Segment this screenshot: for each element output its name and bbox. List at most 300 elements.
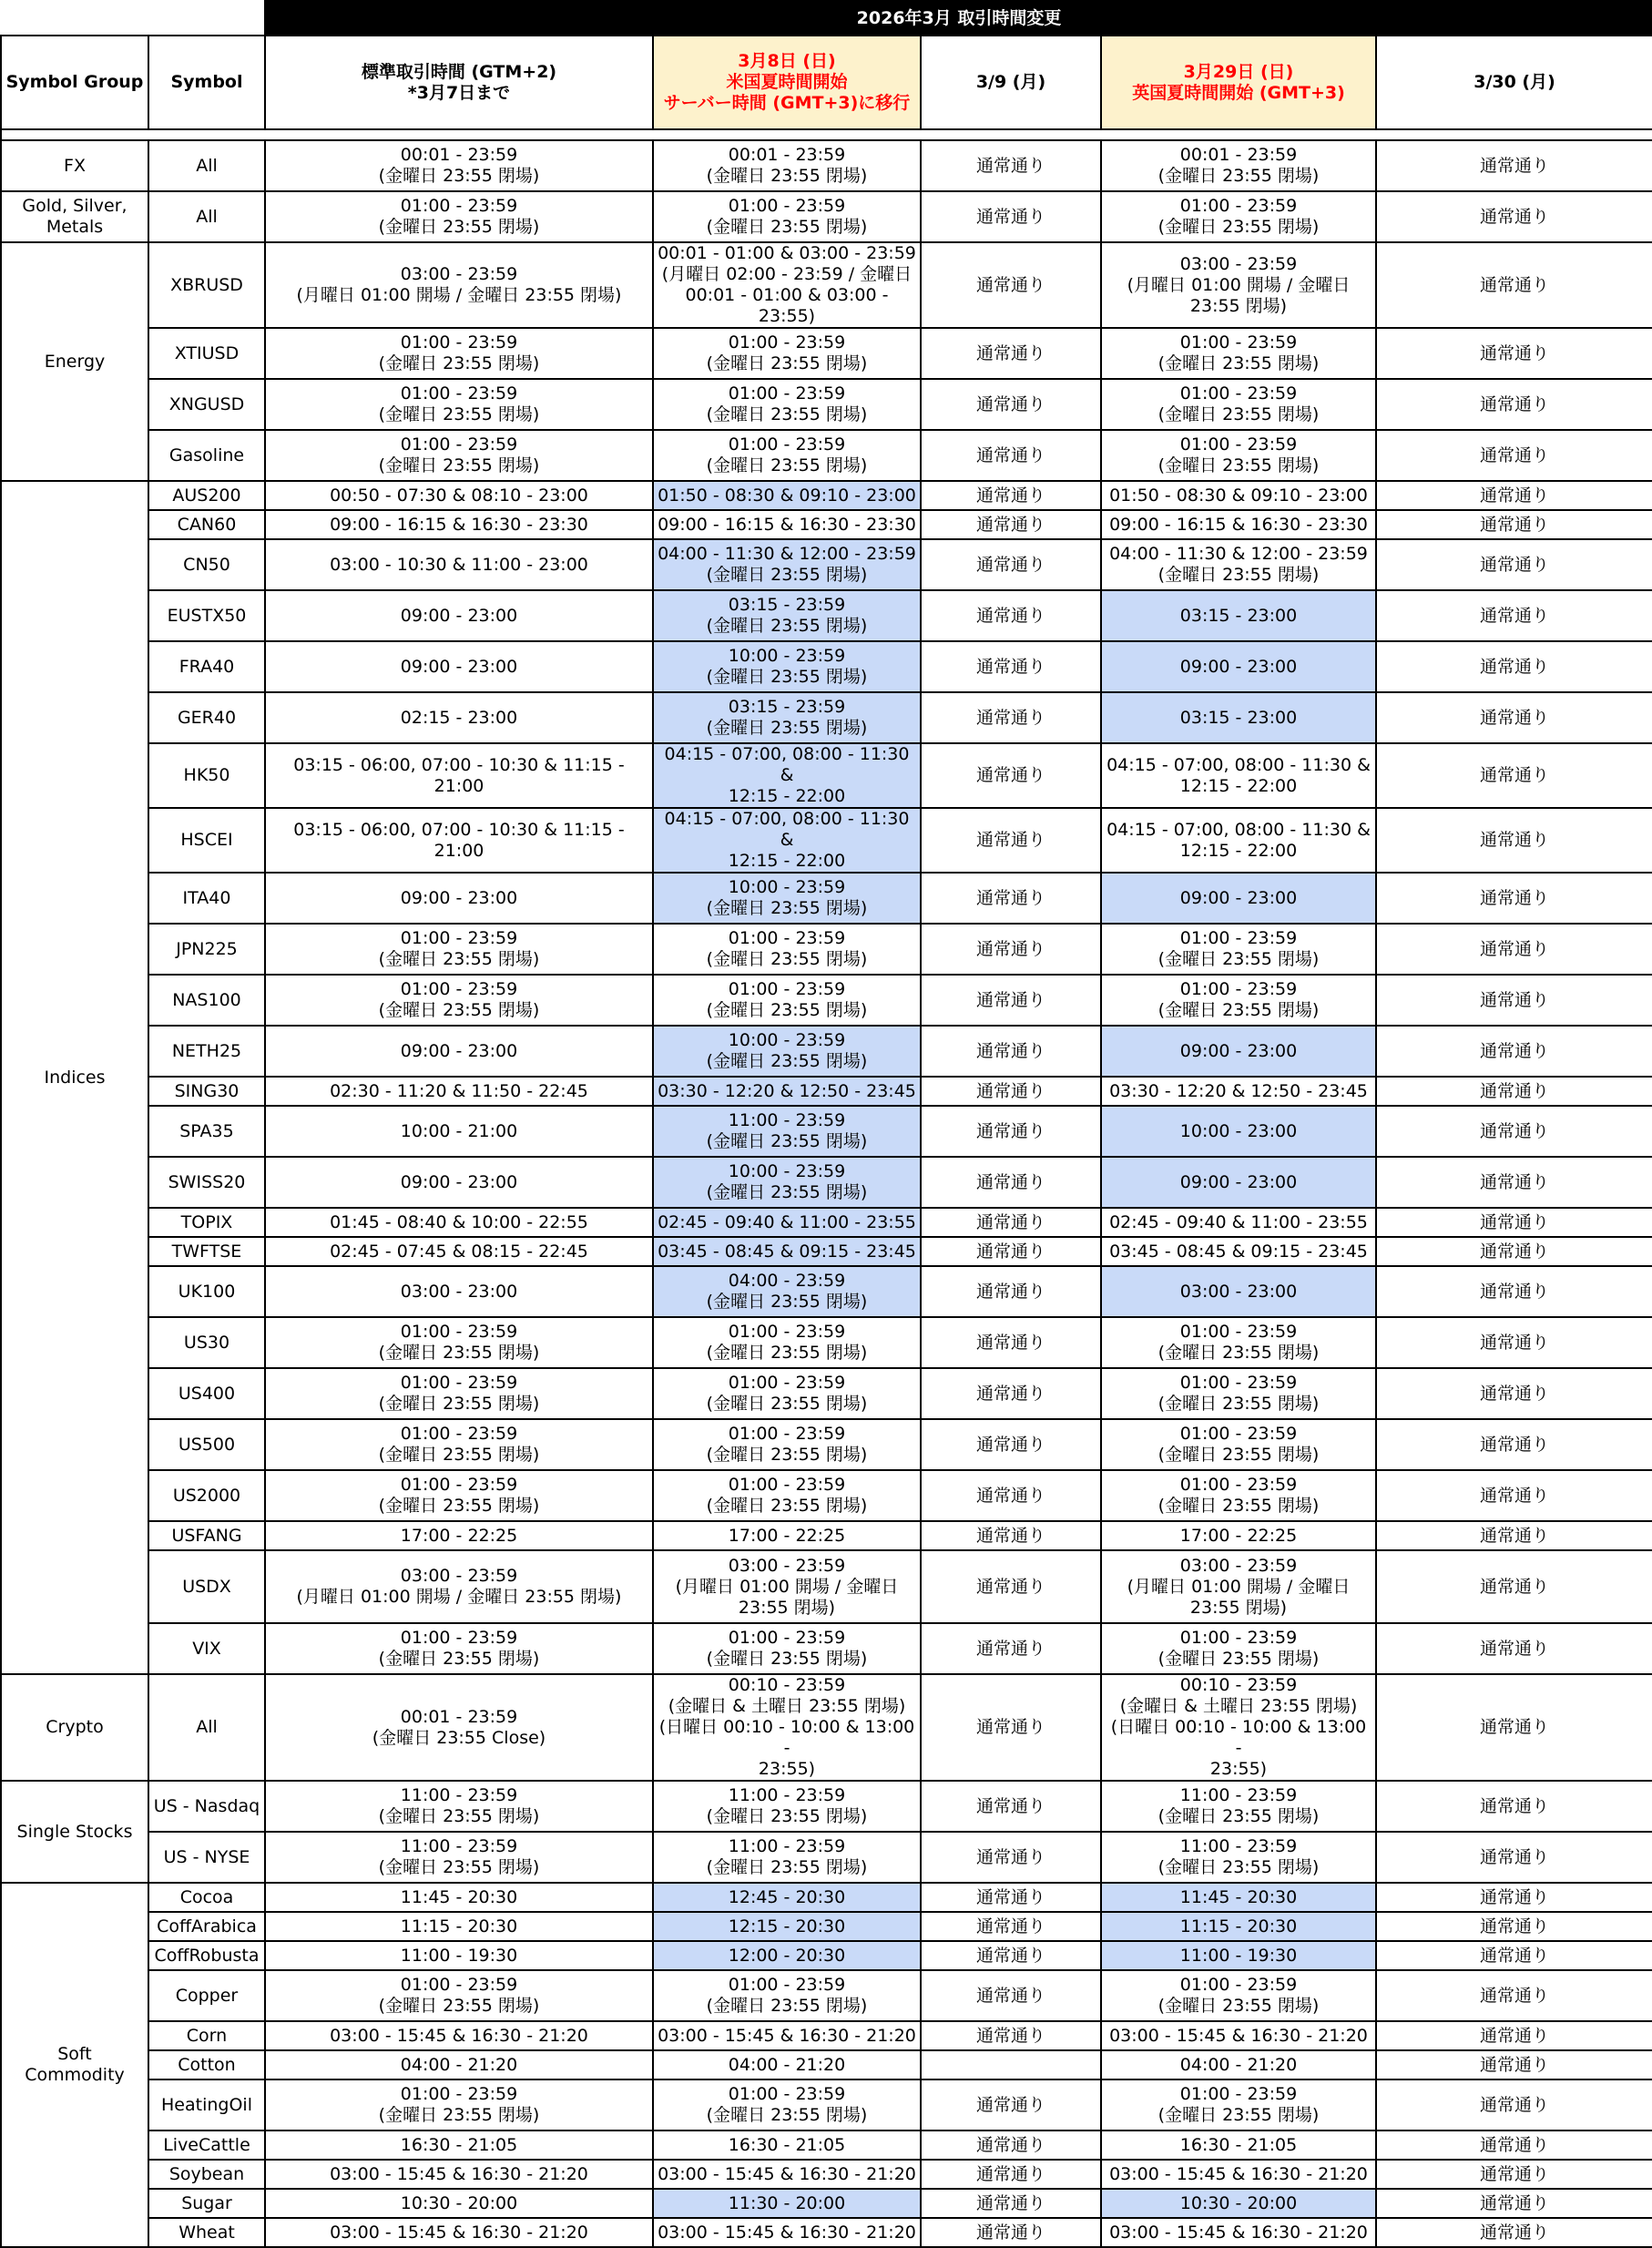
mar8-hours-cell-line: 01:00 - 23:59 (728, 928, 846, 948)
mar29-hours-cell (1101, 2160, 1376, 2189)
symbol-cell: All (148, 191, 265, 242)
mar8-hours-cell (653, 873, 921, 924)
mar30-status-cell: 通常通り (1376, 1550, 1652, 1623)
mar29-hours-cell-line: 01:00 - 23:59 (1179, 1373, 1298, 1393)
standard-hours-cell-line: 03:15 - 06:00, 07:00 - 10:30 & 11:15 - 21:00 (293, 819, 625, 861)
standard-hours-cell (265, 2079, 653, 2130)
table-row (1, 1368, 1652, 1419)
table-row (1, 2218, 1652, 2247)
mar30-status-cell: 通常通り (1376, 379, 1652, 430)
mar8-hours-cell-line: 12:15 - 22:00 (728, 786, 846, 806)
standard-hours-cell-line: 11:00 - 23:59 (400, 1836, 518, 1856)
mar9-status-cell: 通常通り (921, 590, 1101, 641)
mar8-hours-cell-line: (金曜日 23:55 閉場) (706, 1857, 868, 1877)
symbol-group-cell-line: Single Stocks (16, 1821, 133, 1842)
mar9-status-cell: 通常通り (921, 430, 1101, 481)
mar29-hours-cell (1101, 2130, 1376, 2160)
symbol-group-cell (1, 1781, 148, 1883)
table-row (1, 808, 1652, 873)
standard-hours-cell (265, 2050, 653, 2079)
standard-hours-cell (265, 379, 653, 430)
standard-hours-cell-line: 03:00 - 23:59 (400, 264, 518, 284)
mar30-status-cell: 通常通り (1376, 481, 1652, 510)
mar29-hours-cell (1101, 1317, 1376, 1368)
standard-hours-cell (265, 743, 653, 808)
mar8-hours-cell-line: (金曜日 23:55 閉場) (706, 718, 868, 738)
table-row (1, 1106, 1652, 1157)
mar9-status-cell: 通常通り (921, 808, 1101, 873)
mar29-hours-cell (1101, 641, 1376, 692)
mar29-hours-cell (1101, 2050, 1376, 2079)
mar29-hours-cell (1101, 2218, 1376, 2247)
mar9-status-cell: 通常通り (921, 2160, 1101, 2189)
table-row (1, 481, 1652, 510)
mar29-hours-cell-line: (金曜日 23:55 閉場) (1157, 1649, 1320, 1669)
mar8-hours-cell-line: 12:45 - 20:30 (728, 1886, 846, 1907)
mar9-status-cell: 通常通り (921, 1970, 1101, 2021)
table-row (1, 1912, 1652, 1941)
mar30-status-cell: 通常通り (1376, 1521, 1652, 1550)
symbol-cell: SWISS20 (148, 1157, 265, 1208)
standard-hours-cell (265, 2021, 653, 2050)
mar8-hours-cell-line: (金曜日 23:55 閉場) (706, 949, 868, 969)
symbol-cell: US400 (148, 1368, 265, 1419)
mar8-hours-cell-line: 04:00 - 11:30 & 12:00 - 23:59 (658, 544, 916, 564)
mar29-hours-cell-line: (金曜日 23:55 閉場) (1157, 2105, 1320, 2125)
mar8-hours-cell (653, 2218, 921, 2247)
table-row (1, 510, 1652, 539)
mar9-status-cell: 通常通り (921, 1266, 1101, 1317)
table-row (1, 1521, 1652, 1550)
mar8-hours-cell-line: 00:10 - 23:59 (728, 1675, 846, 1695)
symbol-cell: Gasoline (148, 430, 265, 481)
mar9-status-cell: 通常通り (921, 1941, 1101, 1970)
mar8-hours-cell-line: (金曜日 23:55 閉場) (706, 2105, 868, 2125)
mar8-hours-cell-line: (金曜日 23:55 閉場) (706, 404, 868, 424)
symbol-group-cell-line: Gold, Silver, (22, 196, 127, 216)
mar29-hours-cell-line: 09:00 - 23:00 (1179, 1040, 1298, 1061)
mar8-hours-cell-line: (金曜日 23:55 閉場) (706, 1131, 868, 1151)
standard-hours-cell (265, 2130, 653, 2160)
mar8-hours-cell-line: 01:00 - 23:59 (728, 1373, 846, 1393)
mar29-hours-cell-line: 02:45 - 09:40 & 11:00 - 23:55 (1109, 1211, 1368, 1232)
standard-hours-cell (265, 1077, 653, 1106)
mar29-hours-cell-line: 12:15 - 22:00 (1179, 775, 1298, 796)
mar29-hours-cell (1101, 1368, 1376, 1419)
mar30-status-cell: 通常通り (1376, 1832, 1652, 1883)
standard-hours-cell (265, 873, 653, 924)
mar29-hours-cell-line: 03:15 - 23:00 (1179, 605, 1298, 626)
mar9-status-cell: 通常通り (921, 328, 1101, 379)
table-row (1, 1623, 1652, 1674)
mar29-hours-cell-line: 01:00 - 23:59 (1179, 2084, 1298, 2104)
header-mar8-line: 米国夏時間開始 (726, 72, 848, 92)
table-row (1, 975, 1652, 1026)
mar8-hours-cell-line: 01:00 - 23:59 (728, 383, 846, 404)
mar29-hours-cell-line: (金曜日 23:55 閉場) (1157, 565, 1320, 585)
mar29-hours-cell-line: 09:00 - 23:00 (1179, 656, 1298, 677)
mar30-status-cell: 通常通り (1376, 242, 1652, 328)
mar9-status-cell: 通常通り (921, 1419, 1101, 1470)
standard-hours-cell-line: 01:00 - 23:59 (400, 1475, 518, 1495)
symbol-cell: CoffRobusta (148, 1941, 265, 1970)
standard-hours-cell (265, 1623, 653, 1674)
standard-hours-cell-line: 03:00 - 10:30 & 11:00 - 23:00 (330, 554, 588, 575)
mar8-hours-cell (653, 2079, 921, 2130)
mar29-hours-cell-line: (金曜日 23:55 閉場) (1157, 1857, 1320, 1877)
mar29-hours-cell-line: 01:00 - 23:59 (1179, 196, 1298, 216)
standard-hours-cell (265, 328, 653, 379)
standard-hours-cell (265, 1026, 653, 1077)
mar29-hours-cell (1101, 2189, 1376, 2218)
mar29-hours-cell-line: 03:00 - 23:59 (1179, 1555, 1298, 1576)
mar8-hours-cell (653, 1623, 921, 1674)
standard-hours-cell-line: 01:00 - 23:59 (400, 196, 518, 216)
table-row (1, 539, 1652, 590)
symbol-cell: US30 (148, 1317, 265, 1368)
mar8-hours-cell-line: (金曜日 23:55 閉場) (706, 667, 868, 687)
symbol-cell: USFANG (148, 1521, 265, 1550)
mar29-hours-cell-line: (金曜日 23:55 閉場) (1157, 1000, 1320, 1020)
header-mar8-line: サーバー時間 (GMT+3)に移行 (663, 93, 911, 113)
symbol-cell: XBRUSD (148, 242, 265, 328)
mar8-hours-cell (653, 808, 921, 873)
table-row (1, 692, 1652, 743)
symbol-cell: Corn (148, 2021, 265, 2050)
standard-hours-cell-line: (金曜日 23:55 閉場) (378, 1996, 540, 2016)
table-row (1, 743, 1652, 808)
mar29-hours-cell-line: 03:30 - 12:20 & 12:50 - 23:45 (1109, 1080, 1368, 1101)
mar8-hours-cell-line: 01:00 - 23:59 (728, 196, 846, 216)
mar29-hours-cell-line: (月曜日 01:00 開場 / 金曜日 (1127, 1576, 1351, 1597)
mar30-status-cell: 通常通り (1376, 924, 1652, 975)
mar29-hours-cell-line: 01:00 - 23:59 (1179, 1628, 1298, 1648)
standard-hours-cell-line: 09:00 - 23:00 (400, 605, 518, 626)
mar30-status-cell: 通常通り (1376, 1237, 1652, 1266)
mar8-hours-cell-line: (金曜日 23:55 閉場) (706, 166, 868, 186)
standard-hours-cell (265, 1266, 653, 1317)
mar8-hours-cell (653, 1419, 921, 1470)
mar8-hours-cell-line: (金曜日 23:55 閉場) (706, 455, 868, 475)
table-row (1, 641, 1652, 692)
mar8-hours-cell-line: 03:45 - 08:45 & 09:15 - 23:45 (658, 1241, 916, 1262)
symbol-cell: USDX (148, 1550, 265, 1623)
standard-hours-cell (265, 2189, 653, 2218)
mar29-hours-cell (1101, 1237, 1376, 1266)
standard-hours-cell-line: 02:15 - 23:00 (400, 707, 518, 728)
mar8-hours-cell-line: 03:00 - 23:59 (728, 1555, 846, 1576)
table-row (1, 1077, 1652, 1106)
mar8-hours-cell-line: 11:00 - 23:59 (728, 1110, 846, 1130)
table-row (1, 2160, 1652, 2189)
mar9-status-cell: 通常通り (921, 873, 1101, 924)
symbol-group-cell-line: Soft Commodity (25, 2044, 125, 2085)
standard-hours-cell (265, 1317, 653, 1368)
symbol-cell: LiveCattle (148, 2130, 265, 2160)
table-row (1, 1237, 1652, 1266)
mar9-status-cell: 通常通り (921, 692, 1101, 743)
mar29-hours-cell-line: 00:01 - 23:59 (1179, 145, 1298, 165)
symbol-cell: US - NYSE (148, 1832, 265, 1883)
standard-hours-cell (265, 1521, 653, 1550)
mar8-hours-cell-line: (金曜日 23:55 閉場) (706, 1445, 868, 1465)
standard-hours-cell-line: 10:00 - 21:00 (400, 1120, 518, 1141)
mar8-hours-cell-line: 12:15 - 22:00 (728, 851, 846, 871)
standard-hours-cell-line: 01:45 - 08:40 & 10:00 - 22:55 (330, 1211, 588, 1232)
mar8-hours-cell (653, 1912, 921, 1941)
mar9-status-cell: 通常通り (921, 481, 1101, 510)
mar29-hours-cell-line: 11:45 - 20:30 (1179, 1886, 1298, 1907)
mar30-status-cell: 通常通り (1376, 1368, 1652, 1419)
table-row (1, 924, 1652, 975)
mar29-hours-cell-line: 01:00 - 23:59 (1179, 1975, 1298, 1995)
symbol-cell: CoffArabica (148, 1912, 265, 1941)
standard-hours-cell-line: (金曜日 23:55 閉場) (378, 1649, 540, 1669)
standard-hours-cell-line: 09:00 - 23:00 (400, 1040, 518, 1061)
mar29-hours-cell (1101, 140, 1376, 191)
mar8-hours-cell-line: 04:15 - 07:00, 08:00 - 11:30 & (664, 744, 910, 785)
mar30-status-cell: 通常通り (1376, 2189, 1652, 2218)
symbol-cell: NAS100 (148, 975, 265, 1026)
standard-hours-cell-line: 17:00 - 22:25 (400, 1525, 518, 1546)
mar8-hours-cell (653, 1521, 921, 1550)
table-row (1, 242, 1652, 328)
mar29-hours-cell-line: 10:00 - 23:00 (1179, 1120, 1298, 1141)
symbol-cell: TOPIX (148, 1208, 265, 1237)
standard-hours-cell-line: 11:00 - 23:59 (400, 1785, 518, 1805)
mar30-status-cell: 通常通り (1376, 1106, 1652, 1157)
mar8-hours-cell-line: 04:00 - 21:20 (728, 2054, 846, 2075)
mar8-hours-cell-line: (金曜日 23:55 閉場) (706, 217, 868, 237)
mar29-hours-cell-line: 16:30 - 21:05 (1179, 2134, 1298, 2155)
mar8-hours-cell-line: (金曜日 23:55 閉場) (706, 1343, 868, 1363)
mar30-status-cell: 通常通り (1376, 1941, 1652, 1970)
symbol-group-cell (1, 140, 148, 191)
mar29-hours-cell-line: (金曜日 23:55 閉場) (1157, 217, 1320, 237)
standard-hours-cell-line: (金曜日 23:55 閉場) (378, 455, 540, 475)
mar29-hours-cell (1101, 590, 1376, 641)
mar9-status-cell: 通常通り (921, 1237, 1101, 1266)
mar8-hours-cell (653, 2189, 921, 2218)
mar8-hours-cell-line: 03:00 - 15:45 & 16:30 - 21:20 (658, 2222, 916, 2243)
standard-hours-cell-line: (金曜日 23:55 閉場) (378, 1445, 540, 1465)
standard-hours-cell-line: (金曜日 23:55 Close) (372, 1727, 546, 1748)
mar29-hours-cell-line: 01:00 - 23:59 (1179, 979, 1298, 999)
mar9-status-cell: 通常通り (921, 1521, 1101, 1550)
mar30-status-cell: 通常通り (1376, 2218, 1652, 2247)
table-row (1, 2079, 1652, 2130)
standard-hours-cell (265, 1970, 653, 2021)
mar29-hours-cell (1101, 1623, 1376, 1674)
mar29-hours-cell (1101, 1106, 1376, 1157)
symbol-group-cell-line: Energy (44, 351, 106, 372)
mar29-hours-cell-line: 11:00 - 23:59 (1179, 1785, 1298, 1805)
standard-hours-cell-line: (金曜日 23:55 閉場) (378, 1806, 540, 1826)
mar9-status-cell: 通常通り (921, 191, 1101, 242)
standard-hours-cell (265, 1106, 653, 1157)
table-row (1, 1208, 1652, 1237)
standard-hours-cell-line: 01:00 - 23:59 (400, 979, 518, 999)
standard-hours-cell-line: 11:15 - 20:30 (400, 1916, 518, 1936)
mar8-hours-cell (653, 1317, 921, 1368)
table-row (1, 1781, 1652, 1832)
standard-hours-cell-line: 10:30 - 20:00 (400, 2192, 518, 2213)
symbol-cell: Soybean (148, 2160, 265, 2189)
mar29-hours-cell (1101, 1832, 1376, 1883)
mar30-status-cell: 通常通り (1376, 808, 1652, 873)
mar29-hours-cell-line: 03:00 - 15:45 & 16:30 - 21:20 (1109, 2025, 1368, 2046)
symbol-cell: AUS200 (148, 481, 265, 510)
mar29-hours-cell-line: 17:00 - 22:25 (1179, 1525, 1298, 1546)
mar8-hours-cell-line: 03:15 - 23:59 (728, 697, 846, 717)
standard-hours-cell-line: (金曜日 23:55 閉場) (378, 1496, 540, 1516)
mar9-status-cell: 通常通り (921, 1781, 1101, 1832)
mar9-status-cell: 通常通り (921, 1832, 1101, 1883)
symbol-cell: XTIUSD (148, 328, 265, 379)
mar29-hours-cell-line: (金曜日 23:55 閉場) (1157, 1496, 1320, 1516)
mar29-hours-cell-line: 09:00 - 16:15 & 16:30 - 23:30 (1109, 514, 1368, 535)
mar29-hours-cell-line: 11:00 - 19:30 (1179, 1945, 1298, 1966)
mar29-hours-cell-line: (金曜日 23:55 閉場) (1157, 1394, 1320, 1414)
mar8-hours-cell (653, 1237, 921, 1266)
mar8-hours-cell (653, 975, 921, 1026)
standard-hours-cell (265, 539, 653, 590)
mar30-status-cell: 通常通り (1376, 430, 1652, 481)
mar29-hours-cell-line: 01:00 - 23:59 (1179, 1475, 1298, 1495)
mar29-hours-cell-line: (金曜日 23:55 閉場) (1157, 949, 1320, 969)
mar29-hours-cell-line: 01:00 - 23:59 (1179, 434, 1298, 455)
mar30-status-cell: 通常通り (1376, 1970, 1652, 2021)
symbol-cell: All (148, 140, 265, 191)
symbol-cell: Cotton (148, 2050, 265, 2079)
mar29-hours-cell-line: 03:15 - 23:00 (1179, 707, 1298, 728)
standard-hours-cell (265, 1550, 653, 1623)
symbol-group-cell-line: Crypto (46, 1717, 104, 1737)
mar9-status-cell: 通常通り (921, 975, 1101, 1026)
mar8-hours-cell-line: 00:01 - 23:59 (728, 145, 846, 165)
table-row (1, 1883, 1652, 1912)
mar8-hours-cell-line: (月曜日 01:00 開場 / 金曜日 (675, 1576, 899, 1597)
mar30-status-cell: 通常通り (1376, 1077, 1652, 1106)
mar9-status-cell: 通常通り (921, 1674, 1101, 1781)
symbol-cell: SING30 (148, 1077, 265, 1106)
symbol-cell: VIX (148, 1623, 265, 1674)
standard-hours-cell (265, 430, 653, 481)
mar29-hours-cell (1101, 1521, 1376, 1550)
mar29-hours-cell (1101, 510, 1376, 539)
mar30-status-cell: 通常通り (1376, 743, 1652, 808)
mar29-hours-cell (1101, 379, 1376, 430)
mar8-hours-cell-line: 02:45 - 09:40 & 11:00 - 23:55 (658, 1211, 916, 1232)
table-row (1, 140, 1652, 191)
table-row (1, 2021, 1652, 2050)
standard-hours-cell (265, 1941, 653, 1970)
standard-hours-cell-line: (金曜日 23:55 閉場) (378, 404, 540, 424)
standard-hours-cell (265, 1832, 653, 1883)
standard-hours-cell-line: 03:00 - 15:45 & 16:30 - 21:20 (330, 2163, 588, 2184)
symbol-cell: All (148, 1674, 265, 1781)
symbol-cell: ITA40 (148, 873, 265, 924)
mar8-hours-cell-line: 16:30 - 21:05 (728, 2134, 846, 2155)
mar8-hours-cell (653, 1106, 921, 1157)
symbol-group-cell (1, 242, 148, 481)
table-row (1, 2050, 1652, 2079)
mar8-hours-cell-line: 00:01 - 01:00 & 03:00 - 23:59 (658, 243, 916, 263)
mar8-hours-cell-line: 10:00 - 23:59 (728, 877, 846, 897)
mar29-hours-cell (1101, 1077, 1376, 1106)
mar9-status-cell: 通常通り (921, 2021, 1101, 2050)
symbol-cell: US500 (148, 1419, 265, 1470)
mar8-hours-cell (653, 1941, 921, 1970)
symbol-cell: HeatingOil (148, 2079, 265, 2130)
mar29-hours-cell (1101, 2079, 1376, 2130)
mar8-hours-cell-line: (金曜日 23:55 閉場) (706, 1996, 868, 2016)
symbol-group-cell (1, 481, 148, 1674)
mar29-hours-cell (1101, 1912, 1376, 1941)
symbol-cell: FRA40 (148, 641, 265, 692)
standard-hours-cell-line: (月曜日 01:00 開場 / 金曜日 23:55 閉場) (296, 285, 622, 305)
mar8-hours-cell-line: (金曜日 23:55 閉場) (706, 1649, 868, 1669)
mar29-hours-cell (1101, 430, 1376, 481)
mar29-hours-cell-line: 01:00 - 23:59 (1179, 332, 1298, 353)
mar8-hours-cell-line: 03:00 - 15:45 & 16:30 - 21:20 (658, 2025, 916, 2046)
mar29-hours-cell-line: 03:00 - 15:45 & 16:30 - 21:20 (1109, 2163, 1368, 2184)
mar29-hours-cell (1101, 1419, 1376, 1470)
mar29-hours-cell (1101, 328, 1376, 379)
mar8-hours-cell (653, 2130, 921, 2160)
mar9-status-cell: 通常通り (921, 1912, 1101, 1941)
mar30-status-cell: 通常通り (1376, 539, 1652, 590)
mar29-hours-cell-line: (金曜日 23:55 閉場) (1157, 455, 1320, 475)
mar8-hours-cell (653, 2160, 921, 2189)
header-symbol: Symbol (148, 36, 265, 129)
mar9-status-cell: 通常通り (921, 1368, 1101, 1419)
standard-hours-cell (265, 1470, 653, 1521)
mar9-status-cell: 通常通り (921, 242, 1101, 328)
mar8-hours-cell (653, 1077, 921, 1106)
standard-hours-cell (265, 1368, 653, 1419)
mar8-hours-cell (653, 692, 921, 743)
mar30-status-cell: 通常通り (1376, 590, 1652, 641)
mar8-hours-cell (653, 743, 921, 808)
standard-hours-cell-line: 03:00 - 23:59 (400, 1566, 518, 1586)
symbol-cell: HK50 (148, 743, 265, 808)
mar30-status-cell: 通常通り (1376, 1623, 1652, 1674)
mar8-hours-cell-line: 17:00 - 22:25 (728, 1525, 846, 1546)
mar30-status-cell: 通常通り (1376, 1470, 1652, 1521)
standard-hours-cell-line: 11:45 - 20:30 (400, 1886, 518, 1907)
mar9-status-cell: 通常通り (921, 2130, 1101, 2160)
mar8-hours-cell-line: (金曜日 23:55 閉場) (706, 616, 868, 636)
mar9-status-cell: 通常通り (921, 1106, 1101, 1157)
mar8-hours-cell (653, 140, 921, 191)
symbol-cell: CAN60 (148, 510, 265, 539)
mar8-hours-cell-line: 10:00 - 23:59 (728, 646, 846, 666)
standard-hours-cell (265, 2160, 653, 2189)
mar29-hours-cell-line: (日曜日 00:10 - 10:00 & 13:00 - (1110, 1717, 1367, 1758)
standard-hours-cell-line: 01:00 - 23:59 (400, 1322, 518, 1342)
standard-hours-cell-line: (金曜日 23:55 閉場) (378, 1857, 540, 1877)
mar29-hours-cell-line: 10:30 - 20:00 (1179, 2192, 1298, 2213)
mar9-status-cell: 通常通り (921, 539, 1101, 590)
table-row (1, 1026, 1652, 1077)
mar30-status-cell: 通常通り (1376, 2130, 1652, 2160)
mar29-hours-cell-line: 23:55 閉場) (1189, 1597, 1288, 1618)
standard-hours-cell-line: (月曜日 01:00 開場 / 金曜日 23:55 閉場) (296, 1587, 622, 1607)
table-row (1, 1970, 1652, 2021)
mar8-hours-cell-line: 12:00 - 20:30 (728, 1945, 846, 1966)
standard-hours-cell-line: 09:00 - 23:00 (400, 1171, 518, 1192)
